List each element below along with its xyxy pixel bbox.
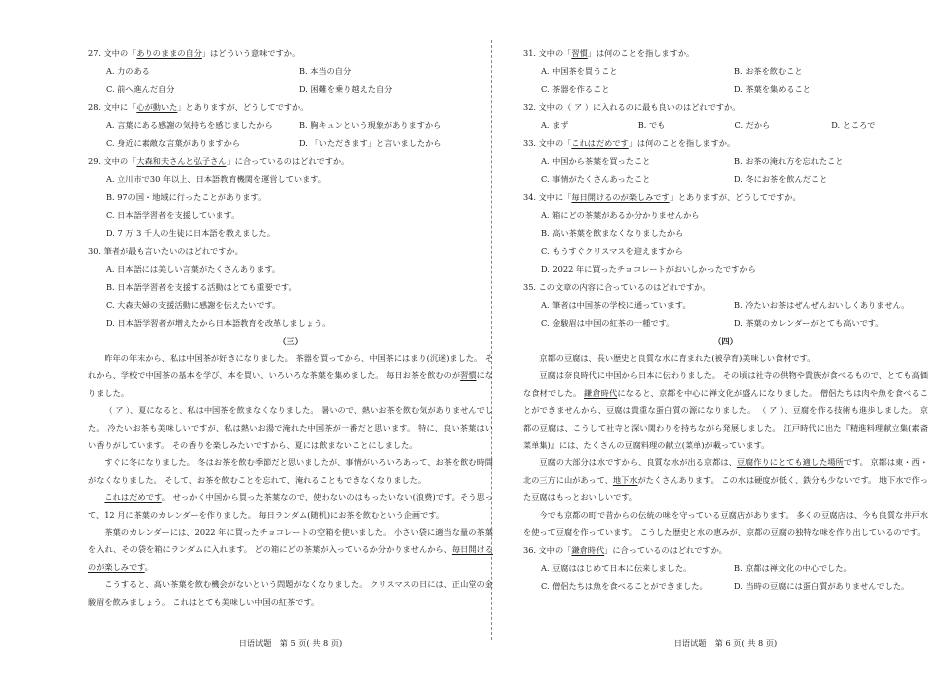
option-a[interactable]: A. 箱にどの茶葉があるか分かりませんから: [541, 210, 700, 220]
question-text: 」はどういう意味ですか。: [201, 48, 301, 58]
passage-paragraph: [88, 489, 493, 524]
options-31-row2: [523, 80, 928, 98]
passage-paragraph: [523, 454, 928, 506]
page-5: [88, 44, 493, 611]
question-31: [523, 44, 928, 62]
underlined-phrase: 豆腐作りにとても適した場所: [736, 457, 844, 468]
option-a[interactable]: A. 立川市で30 年以上、日本語教育機関を運営しています。: [106, 174, 326, 184]
passage-text: です。 京都は東・西・北の三方に山があって、: [523, 457, 928, 485]
option-d[interactable]: D. 茶葉を集めること: [734, 84, 811, 94]
underlined-phrase: 鎌倉時代: [584, 387, 618, 398]
passage-text: になりました。: [88, 370, 493, 398]
option-d[interactable]: D. 当時の豆腐には蛋白質がありませんでした。: [734, 581, 910, 592]
option-b[interactable]: B. 本当の自分: [299, 66, 352, 76]
option-d[interactable]: D. 冬にお茶を飲んだこと: [734, 174, 828, 184]
passage-text: 豆腐は奈良時代に中国から日本に伝わりました。 その頃は社寺の供物や貴族が食べるもので、とても高価な食材でした。: [523, 370, 928, 398]
question-text: 31. 文中の「: [523, 48, 572, 58]
option-d[interactable]: D. 日本語学習者が増えたから日本語教育を改革しましょう。: [106, 318, 331, 328]
section-heading: （三）: [278, 336, 303, 346]
option-b[interactable]: B. 日本語学習者を支援する活動はとても重要です。: [106, 282, 297, 292]
question-text: 」に合っているのはどれですか。: [226, 156, 350, 166]
question-32: 32. 文中の（ ア ）に入れるのに最も良いのはどれですか。: [523, 102, 741, 112]
passage-text: がたくさんあります。 この水は硬度が低く、鉄分も少ないです。 地下水で作った豆腐はもっとおいしいです。: [523, 474, 928, 503]
option-c[interactable]: C. 僧侶たちは魚を食べることができました。: [541, 581, 708, 592]
options-33-row2: [523, 170, 928, 188]
passage-text: 。 せっかく中国から買った茶葉なので、使わないのはもったいない(浪费)です。そう思って、12 月に茶葉のカレンダーを作りました。 毎日ランダム(随机)にお茶を飲むという企画です。: [88, 492, 493, 520]
options-33-row1: [523, 152, 928, 170]
option-d[interactable]: D. 茶葉のカレンダーがとても高いです。: [734, 318, 884, 328]
options-28-row1: [88, 116, 493, 134]
options-32: [523, 116, 928, 134]
page-footer: 日语试题 第 6 页( 共 8 页): [673, 638, 778, 648]
option-c[interactable]: C. だから: [734, 120, 771, 130]
option-d[interactable]: D. 2022 年に買ったチョコレートがおいしかったですから: [541, 264, 756, 274]
question-text: 28. 文中に「: [88, 102, 137, 112]
passage-paragraph: 京都の豆腐は、長い歴史と良質な水に育まれた(被孕育)美味しい食材です。: [539, 353, 816, 363]
passage-text: 昨年の年末から、私は中国茶が好きになりました。 茶器を買ってから、中国茶にはまり(沉迷)ました。 それから、学校で中国茶の基本を学び、本を買い、いろいろな茶葉を集めました。 毎日お茶を飲むのが: [88, 353, 493, 381]
option-c[interactable]: C. 事情がたくさんあったこと: [541, 174, 651, 184]
option-b[interactable]: B. でも: [637, 120, 666, 130]
passage-text: になると、京都を中心に禅文化が盛んになりました。 僧侶たちは肉や魚を食べることができませんから、豆腐は貴重な蛋白質の源になりました。 （ ア ）、豆腐を作る技術も進歩しました。 京都の豆腐は、こうして社寺と深い関わりを持ちながら発展しました。 江戸時代に出た『精進料理献立集(素斋菜单集)』には、たくさんの豆腐料理の献立(菜单)が載っています。: [523, 387, 928, 451]
option-c[interactable]: C. 前へ進んだ自分: [106, 84, 175, 94]
question-text: 」とありますが、どうしてですか。: [669, 192, 801, 202]
passage-paragraph: [88, 524, 493, 576]
passage-text: 豆腐の大部分は水ですから、良質な水が出る京都は、: [539, 457, 737, 468]
question-text: 29. 文中の「: [88, 156, 137, 166]
question-text: 36. 文中の「: [523, 545, 572, 556]
passage-paragraph: 今でも京都の町で昔からの伝統の味を守っている豆腐店があります。 多くの豆腐店は、今も良質な井戸水を使って豆腐を作っています。 こうした歴史と水の恵みが、京都の豆腐の独特な味を作り出しているのです。: [523, 509, 928, 538]
option-a[interactable]: A. 力のある: [106, 66, 150, 76]
question-35: 35. この文章の内容に合っているのはどれですか。: [523, 282, 711, 292]
option-b[interactable]: B. 高い茶葉を飲まなくなりましたから: [541, 228, 684, 238]
section-heading: （四）: [713, 336, 738, 346]
options-31-row1: [523, 62, 928, 80]
passage-paragraph: [88, 350, 493, 402]
underlined-phrase: 習慣: [460, 370, 477, 381]
options-28-row2: [88, 134, 493, 152]
underlined-phrase: これはだめです: [104, 492, 162, 503]
question-text: 」とありますが、どうしてですか。: [177, 102, 309, 112]
option-b[interactable]: B. 冷たいお茶はぜんぜんおいしくありません。: [734, 300, 910, 310]
question-27: [88, 44, 493, 62]
passage-paragraph: すぐに冬になりました。 冬はお茶を飲む季節だと思いましたが、事情がいろいろあって、お茶を飲む時間がなくなりました。 そして、お茶を飲むことを忘れて、淹れることもできなくなりました。: [88, 457, 493, 485]
page-footer: 日语试题 第 5 页( 共 8 页): [238, 638, 343, 648]
option-c[interactable]: C. 大森夫婦の支援活動に感謝を伝えたいです。: [106, 300, 281, 310]
quoted-phrase: 心が動いた: [136, 102, 178, 112]
option-c[interactable]: C. 身近に素敵な言葉がありますから: [106, 138, 240, 148]
option-c[interactable]: C. 茶器を作ること: [541, 84, 610, 94]
question-text: 」に合っているのはどれですか。: [604, 545, 727, 556]
page-6: [523, 44, 928, 595]
quoted-phrase: 大森和夫さんと弘子さん: [136, 156, 227, 166]
question-36: [523, 541, 928, 559]
option-a[interactable]: A. 言葉にある感謝の気持ちを感じましたから: [106, 120, 273, 130]
question-text: 34. 文中に「: [523, 192, 572, 202]
question-28: [88, 98, 493, 116]
question-text: 」は何のことを指しますか。: [587, 48, 695, 58]
question-text: 33. 文中の「: [523, 138, 572, 148]
option-a[interactable]: A. まず: [541, 120, 569, 130]
passage-text: 。: [144, 561, 153, 572]
underlined-phrase: 地下水: [612, 474, 638, 485]
quoted-phrase: これはだめです: [571, 138, 629, 148]
option-a[interactable]: A. 筆者は中国茶の学校に通っています。: [541, 300, 691, 310]
quoted-phrase: ありのままの自分: [136, 48, 202, 58]
passage-paragraph: （ ア ）、夏になると、私は中国茶を飲まなくなりました。 暑いので、熱いお茶を飲む気がありませんでした。 冷たいお茶も美味しいですが、私は熱いお湯で淹れた中国茶が一番だと思います。 特に、良い茶葉はいい香りがしています。 その香りを楽しみたいですから、夏には飲まないことにしました。: [88, 405, 493, 451]
options-27-row1: [88, 62, 493, 80]
question-33: [523, 134, 928, 152]
option-b[interactable]: B. お茶の淹れ方を忘れたこと: [734, 156, 844, 166]
question-29: [88, 152, 493, 170]
passage-paragraph: こうすると、高い茶葉を飲む機会がないという問題がなくなりました。 クリスマスの日には、正山堂の金駿眉を飲みましょう。 これはとても美味しい中国の紅茶です。: [88, 579, 493, 607]
options-36-row1: [523, 559, 928, 577]
option-d[interactable]: D. 困難を乗り越えた自分: [299, 84, 393, 94]
underlined-phrase: 毎日開けるのが楽しみです: [88, 544, 493, 572]
question-30: 30. 筆者が最も言いたいのはどれですか。: [88, 246, 243, 256]
option-b[interactable]: B. 京都は禅文化の中心でした。: [734, 563, 852, 574]
option-c[interactable]: C. 日本語学習者を支援しています。: [106, 210, 240, 220]
option-b[interactable]: B. お茶を飲むこと: [734, 66, 803, 76]
options-35-row1: [523, 296, 928, 314]
options-27-row2: [88, 80, 493, 98]
passage-paragraph: [523, 367, 928, 454]
option-d[interactable]: D. 「いただきます」と言いましたから: [299, 138, 442, 148]
option-a[interactable]: A. 豆腐ははじめて日本に伝来しました。: [541, 563, 692, 574]
option-a[interactable]: A. 中国から茶葉を買ったこと: [541, 156, 651, 166]
options-35-row2: [523, 314, 928, 332]
option-a[interactable]: A. 日本語には美しい言葉がたくさんあります。: [106, 264, 281, 274]
option-c[interactable]: C. 金駿眉は中国の紅茶の一種です。: [541, 318, 675, 328]
quoted-phrase: 習慣: [571, 48, 588, 58]
question-text: 27. 文中の「: [88, 48, 137, 58]
question-text: 」は何のことを指しますか。: [628, 138, 736, 148]
option-d[interactable]: D. ところで: [831, 120, 876, 130]
options-36-row2: [523, 577, 928, 595]
option-c[interactable]: C. もうすぐクリスマスを迎えますから: [541, 246, 683, 256]
option-b[interactable]: B. 胸キュンという現象がありますから: [299, 120, 442, 130]
option-a[interactable]: A. 中国茶を買うこと: [541, 66, 618, 76]
quoted-phrase: 鎌倉時代: [571, 545, 605, 556]
quoted-phrase: 毎日開けるのが楽しみです: [571, 192, 670, 202]
passage-text: 茶葉のカレンダーには、2022 年に買ったチョコレートの空箱を使いました。 小さい袋に適当な量の茶葉を入れ、その袋を箱にランダムに入れます。 どの箱にどの茶葉が入っているか分かりませんから、: [88, 527, 493, 555]
option-d[interactable]: D. 7 万 3 千人の生徒に日本語を教えました。: [106, 228, 275, 238]
question-34: [523, 188, 928, 206]
option-b[interactable]: B. 97の国・地域に行ったことがあります。: [106, 192, 267, 202]
